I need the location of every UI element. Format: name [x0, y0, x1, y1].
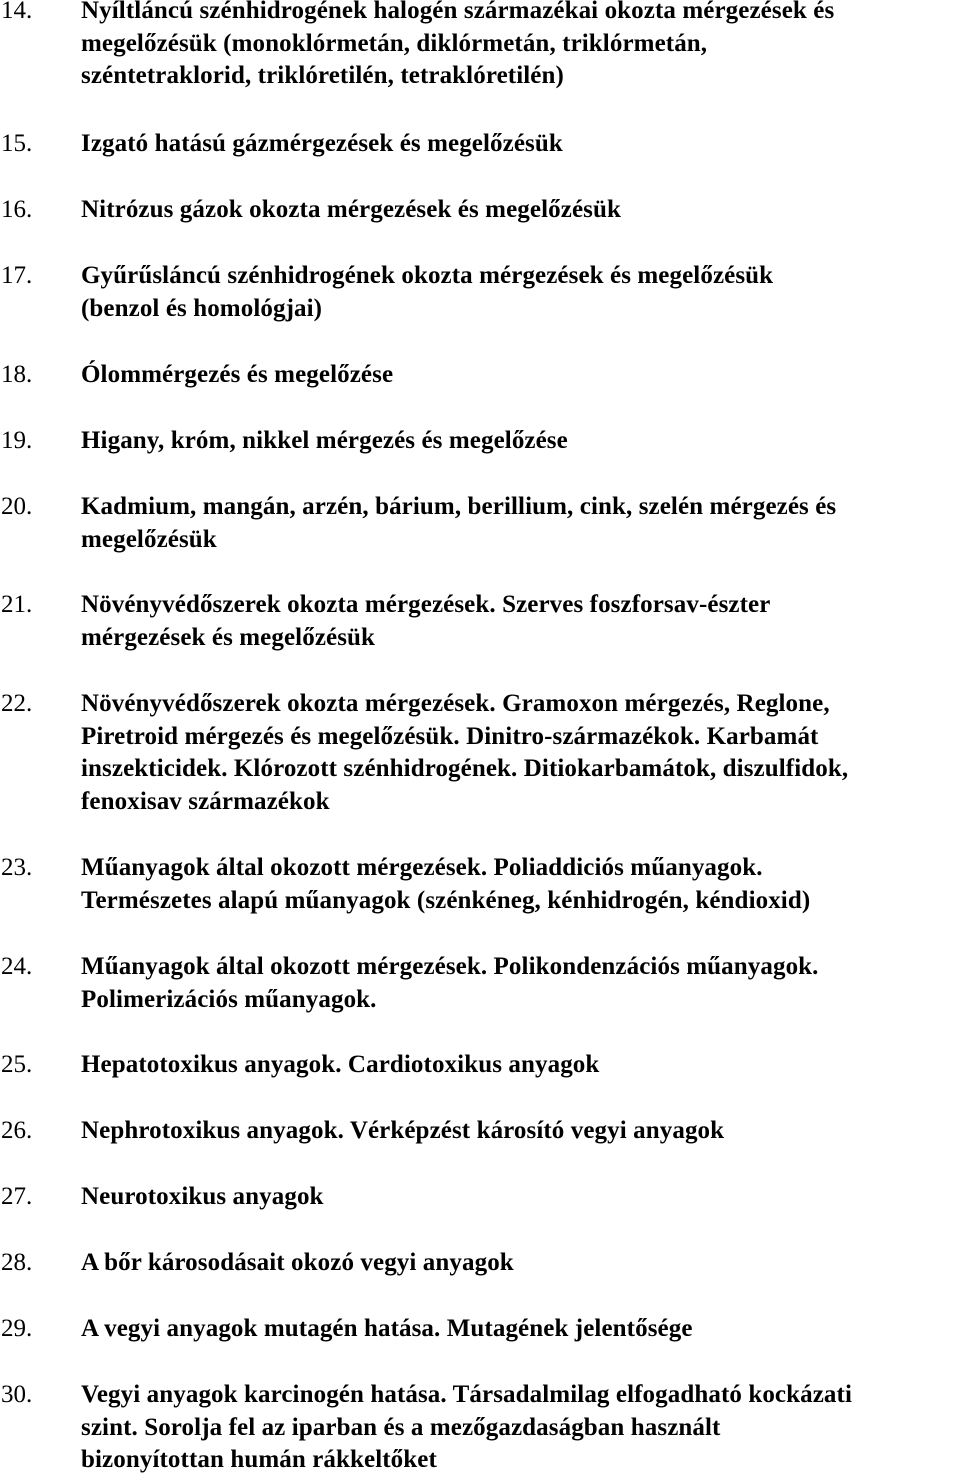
item-number: 28.	[1, 1249, 33, 1276]
list-item-15	[0, 128, 960, 161]
item-text: Nitrózus gázok okozta mérgezések és megelőzésük	[81, 196, 621, 223]
item-text: Kadmium, mangán, arzén, bárium, berillium, cink, szelén mérgezés és megelőzésük	[81, 493, 837, 553]
item-number: 29.	[1, 1315, 33, 1342]
list-item-14	[0, 0, 960, 93]
item-text: Hepatotoxikus anyagok. Cardiotoxikus anyagok	[81, 1051, 600, 1078]
item-number: 26.	[1, 1117, 33, 1144]
list-item-25	[0, 1049, 960, 1082]
list-item-29	[0, 1313, 960, 1346]
list-item-16	[0, 194, 960, 227]
list-item-28	[0, 1247, 960, 1280]
item-number: 20.	[1, 493, 33, 520]
list-item-19	[0, 425, 960, 458]
item-text: Műanyagok által okozott mérgezések. Polikondenzációs műanyagok. Polimerizációs műanyagok.	[81, 953, 819, 1013]
list-item-20	[0, 491, 960, 556]
list-item-30	[0, 1379, 960, 1477]
item-text: A bőr károsodásait okozó vegyi anyagok	[81, 1249, 514, 1276]
item-number: 15.	[1, 130, 33, 157]
item-number: 23.	[1, 854, 33, 881]
list-item-27	[0, 1181, 960, 1214]
item-number: 24.	[1, 953, 33, 980]
item-number: 30.	[1, 1381, 33, 1408]
item-number: 14.	[1, 0, 33, 24]
item-number: 27.	[1, 1183, 33, 1210]
item-text: Higany, króm, nikkel mérgezés és megelőzése	[81, 427, 568, 454]
list-item-24	[0, 951, 960, 1016]
item-text: Nephrotoxikus anyagok. Vérképzést károsító vegyi anyagok	[81, 1117, 725, 1144]
list-item-21	[0, 589, 960, 654]
item-number: 25.	[1, 1051, 33, 1078]
item-number: 21.	[1, 591, 33, 618]
list-item-18	[0, 359, 960, 392]
item-number: 16.	[1, 196, 33, 223]
item-text: A vegyi anyagok mutagén hatása. Mutagének jelentősége	[81, 1315, 693, 1342]
item-text: Izgató hatású gázmérgezések és megelőzésük	[81, 130, 563, 157]
item-number: 17.	[1, 262, 33, 289]
item-text: Növényvédőszerek okozta mérgezések. Szerves foszforsav-észter mérgezések és megelőzésük	[81, 591, 771, 651]
item-text: Neurotoxikus anyagok	[81, 1183, 324, 1210]
item-text: Gyűrűsláncú szénhidrogének okozta mérgezések és megelőzésük (benzol és homológjai)	[81, 262, 774, 322]
list-item-26	[0, 1115, 960, 1148]
item-text: Műanyagok által okozott mérgezések. Poliaddiciós műanyagok. Természetes alapú műanyagok (szénkéneg, kénhidrogén, kéndioxid)	[81, 854, 811, 914]
item-text: Ólommérgezés és megelőzése	[81, 361, 394, 388]
list-item-22	[0, 688, 960, 818]
item-number: 18.	[1, 361, 33, 388]
item-number: 22.	[1, 690, 33, 717]
item-text: Vegyi anyagok karcinogén hatása. Társadalmilag elfogadható kockázati szint. Sorolja fel az iparban és a mezőgazdaságban használt bizonyítottan humán rákkeltőket	[81, 1381, 852, 1473]
list-item-17	[0, 260, 960, 325]
list-item-23	[0, 852, 960, 917]
item-text: Nyíltláncú szénhidrogének halogén származékai okozta mérgezések és megelőzésük (monoklórmetán, diklórmetán, triklórmetán, széntetraklorid, triklóretilén, tetraklóretilén)	[81, 0, 835, 89]
item-number: 19.	[1, 427, 33, 454]
item-text: Növényvédőszerek okozta mérgezések. Gramoxon mérgezés, Reglone, Piretroid mérgezés és megelőzésük. Dinitro-származékok. Karbamát inszekticidek. Klórozott szénhidrogének. Ditiokarbamátok, diszulfidok, fenoxisav származékok	[81, 690, 849, 815]
